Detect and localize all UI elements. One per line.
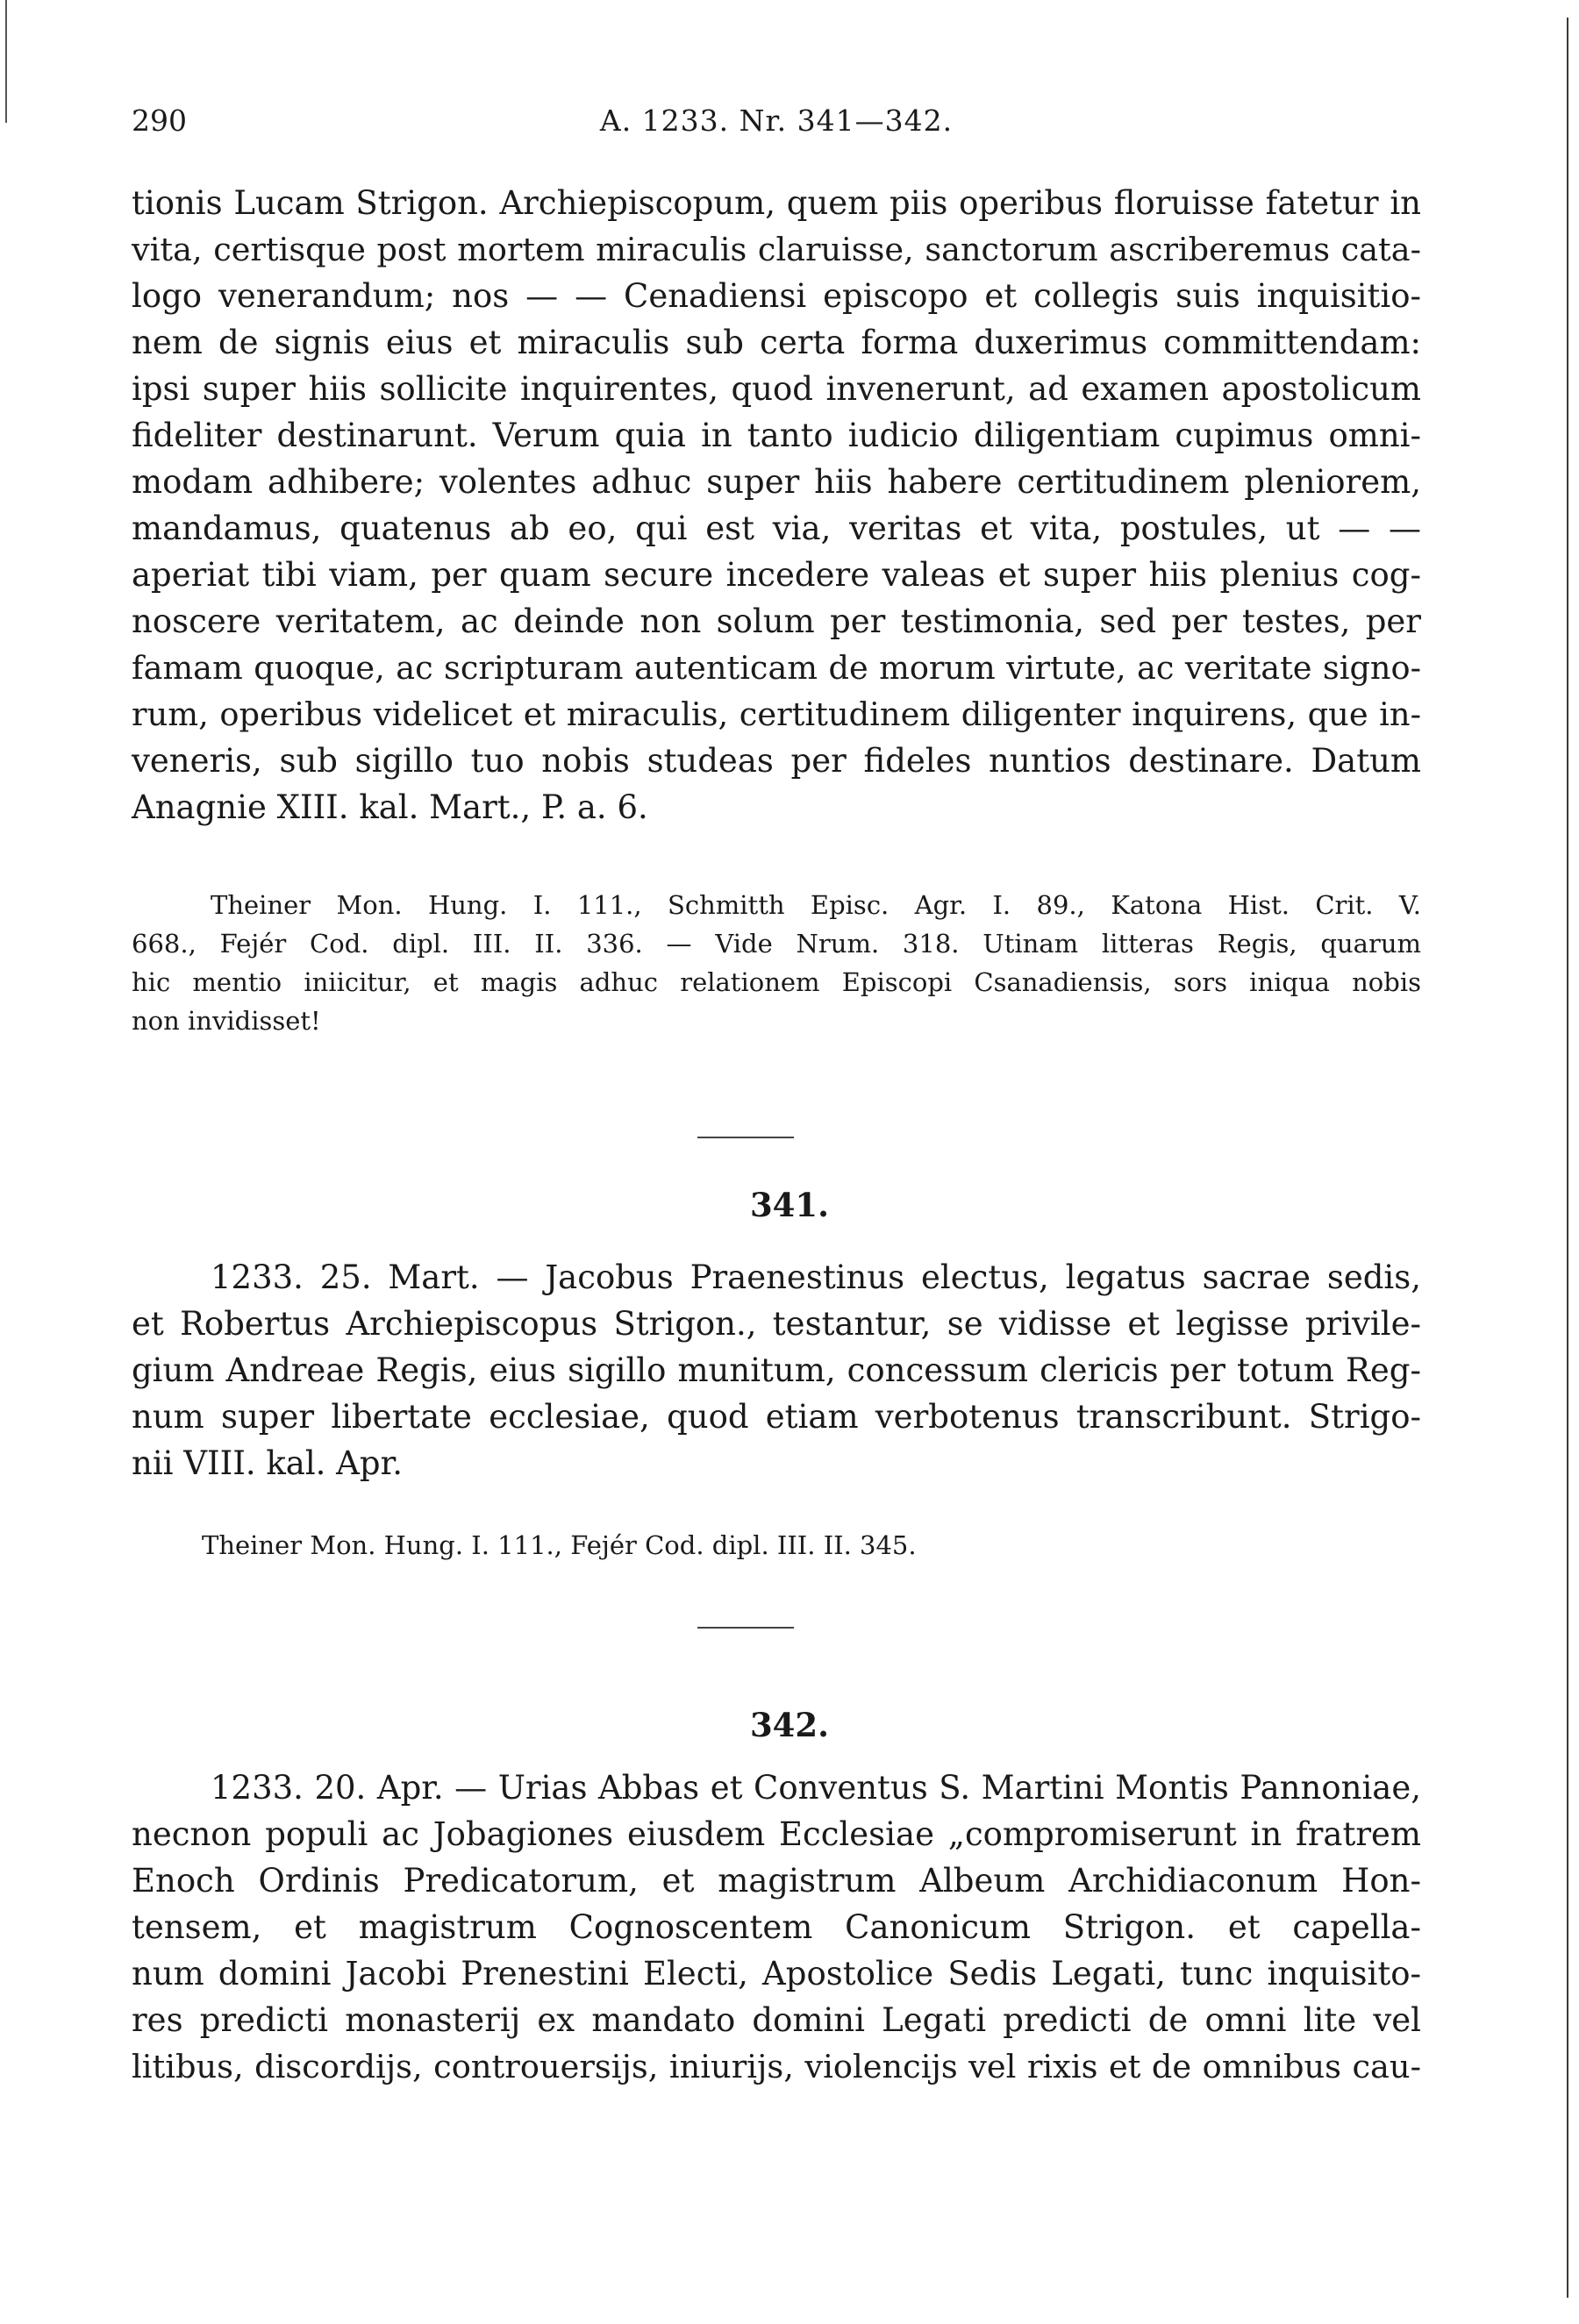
document-number: 341. <box>749 1186 830 1224</box>
text-line: tionis Lucam Strigon. Archiepiscopum, quem piis operibus floruisse fatetur in <box>132 184 1421 222</box>
text-line: gium Andreae Regis, eius sigillo munitum, concessum clericis per totum Reg- <box>132 1351 1421 1389</box>
text-line: aperiat tibi viam, per quam secure incedere valeas et super hiis plenius cog- <box>132 556 1421 594</box>
text-line: nii VIII. kal. Apr. <box>132 1444 403 1482</box>
document-number: 342. <box>749 1706 830 1744</box>
text-line: mandamus, quatenus ab eo, qui est via, veritas et vita, postules, ut — — <box>132 510 1421 547</box>
document-341-text <box>132 1254 1421 1486</box>
text-line: fideliter destinarunt. Verum quia in tanto iudicio diligentiam cupimus omni- <box>132 417 1421 454</box>
running-head <box>132 103 1421 147</box>
source-note <box>132 1526 1421 1565</box>
text-line: Anagnie XIII. kal. Mart., P. a. 6. <box>132 788 648 826</box>
text-line: num super libertate ecclesiae, quod etiam verbotenus transcribunt. Strigo- <box>132 1398 1421 1436</box>
section-divider <box>697 1627 794 1629</box>
text-line: rum, operibus videlicet et miraculis, certitudinem diligenter inquirens, que in- <box>132 695 1421 733</box>
text-line: veneris, sub sigillo tuo nobis studeas per fideles nuntios destinare. Datum <box>132 742 1421 780</box>
page-number: 290 <box>132 103 187 138</box>
text-line: litibus, discordijs, controuersijs, iniurijs, violencijs vel rixis et de omnibus cau- <box>132 2048 1421 2085</box>
text-line: famam quoque, ac scripturam autenticam de morum virtute, ac veritate signo- <box>132 649 1421 687</box>
text-line: num domini Jacobi Prenestini Electi, Apostolice Sedis Legati, tunc inquisito- <box>132 1955 1421 1993</box>
text-line: et Robertus Archiepiscopus Strigon., testantur, se vidisse et legisse privile- <box>132 1305 1421 1343</box>
note-line: 668., Fejér Cod. dipl. III. II. 336. — Vide Nrum. 318. Utinam litteras Regis, quarum <box>132 929 1421 959</box>
document-342-text <box>132 1764 1421 2090</box>
text-line: tensem, et magistrum Cognoscentem Canonicum Strigon. et capella- <box>132 1908 1421 1946</box>
text-line: ipsi super hiis sollicite inquirentes, quod invenerunt, ad examen apostolicum <box>132 370 1421 408</box>
text-line: 1233. 20. Apr. — Urias Abbas et Conventus S. Martini Montis Pannoniae, <box>211 1769 1421 1807</box>
text-line: noscere veritatem, ac deinde non solum per testimonia, sed per testes, per <box>132 602 1421 640</box>
text-line: Enoch Ordinis Predicatorum, et magistrum Albeum Archidiaconum Hon- <box>132 1862 1421 1900</box>
note-line: Theiner Mon. Hung. I. 111., Schmitth Episc. Agr. I. 89., Katona Hist. Crit. V. <box>211 890 1421 920</box>
text-line: modam adhibere; volentes adhuc super hiis habere certitudinem pleniorem, <box>132 463 1421 501</box>
note-line: non invidisset! <box>132 1006 321 1036</box>
text-line: res predicti monasterij ex mandato domini Legati predicti de omni lite vel <box>132 2001 1421 2039</box>
text-line: nem de signis eius et miraculis sub certa forma duxerimus committendam: <box>132 324 1421 361</box>
note-line: hic mentio iniicitur, et magis adhuc relationem Episcopi Csanadiensis, sors iniqua nobis <box>132 967 1421 997</box>
continuation-text <box>132 180 1421 831</box>
text-line: vita, certisque post mortem miraculis claruisse, sanctorum ascriberemus cata- <box>132 231 1421 268</box>
section-divider <box>697 1137 794 1138</box>
note-line: Theiner Mon. Hung. I. 111., Fejér Cod. dipl. III. II. 345. <box>202 1530 917 1560</box>
scan-edge-line <box>1567 18 1568 2298</box>
scan-edge-mark <box>5 0 7 123</box>
text-line: necnon populi ac Jobagiones eiusdem Ecclesiae „compromiserunt in fratrem <box>132 1815 1421 1853</box>
source-note <box>132 886 1421 1040</box>
running-title: A. 1233. Nr. 341—342. <box>599 103 954 138</box>
text-line: logo venerandum; nos — — Cenadiensi episcopo et collegis suis inquisitio- <box>132 277 1421 315</box>
text-line: 1233. 25. Mart. — Jacobus Praenestinus electus, legatus sacrae sedis, <box>211 1258 1421 1296</box>
